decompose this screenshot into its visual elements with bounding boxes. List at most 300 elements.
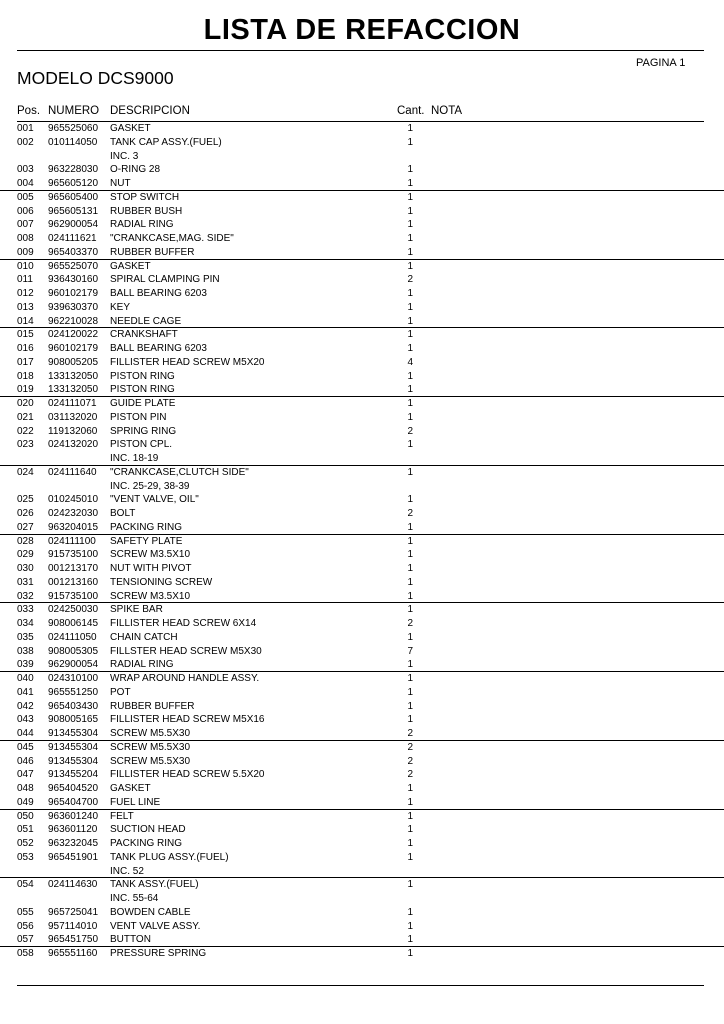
table-row (0, 465, 724, 480)
model-label: MODELO DCS9000 (17, 68, 174, 88)
table-row (0, 892, 724, 906)
row-number: 024114630 (48, 879, 98, 891)
table-row (0, 232, 724, 246)
row-pos: 003 (17, 164, 34, 176)
table-row (0, 438, 724, 452)
row-number: 960102179 (48, 288, 99, 299)
row-pos: 049 (17, 796, 34, 808)
row-pos: 048 (17, 783, 34, 794)
row-description: SPIRAL CLAMPING PIN (110, 274, 220, 286)
table-row (0, 493, 724, 507)
row-number: 962900054 (48, 659, 99, 671)
row-description: FILLSTER HEAD SCREW M5X30 (110, 645, 262, 657)
row-qty: 1 (407, 879, 413, 891)
row-qty: 1 (407, 631, 413, 643)
table-row (0, 755, 724, 769)
row-qty: 1 (407, 673, 413, 684)
row-qty: 1 (407, 810, 413, 822)
row-number: 963228030 (48, 164, 99, 176)
row-pos: 018 (17, 370, 34, 382)
row-description: PRESSURE SPRING (110, 948, 207, 959)
row-qty: 1 (407, 398, 413, 409)
row-qty: 1 (407, 191, 413, 203)
row-number: 133132050 (48, 370, 99, 382)
row-description: SCREW M5.5X30 (110, 728, 191, 739)
row-description: SCREW M3.5X10 (110, 590, 191, 602)
row-number: 965525060 (48, 123, 99, 134)
row-description: PACKING RING (110, 521, 183, 533)
row-description: BOWDEN CABLE (110, 906, 191, 918)
table-row (0, 259, 724, 274)
row-pos: 013 (17, 301, 34, 313)
row-description: FUEL LINE (110, 796, 161, 808)
row-description: FILLISTER HEAD SCREW M5X20 (110, 356, 265, 368)
row-description: "CRANKCASE,MAG. SIDE" (110, 233, 234, 244)
row-pos: 005 (17, 191, 34, 203)
table-row (0, 671, 724, 686)
row-qty: 1 (407, 288, 413, 299)
row-qty: 4 (407, 356, 413, 368)
row-number: 957114010 (48, 920, 98, 932)
row-number: 965525070 (48, 260, 99, 272)
row-qty: 1 (407, 466, 413, 478)
row-number: 963601240 (48, 810, 99, 822)
table-row (0, 342, 724, 356)
row-description: NEEDLE CAGE (110, 315, 182, 327)
row-pos: 009 (17, 246, 34, 258)
row-number: 024111100 (48, 535, 96, 547)
row-description: SCREW M3.5X10 (110, 549, 191, 561)
row-pos: 029 (17, 549, 34, 561)
row-qty: 1 (407, 549, 413, 561)
table-row (0, 177, 724, 191)
row-description: POT (110, 686, 131, 698)
row-pos: 015 (17, 329, 34, 341)
row-pos: 014 (17, 315, 34, 327)
row-pos: 051 (17, 824, 34, 836)
row-qty: 2 (407, 508, 413, 519)
title-rule (17, 50, 704, 51)
row-pos: 023 (17, 439, 34, 451)
row-pos: 043 (17, 714, 34, 726)
row-qty: 1 (407, 494, 413, 506)
row-description: SPIKE BAR (110, 604, 163, 616)
table-row (0, 617, 724, 631)
row-pos: 056 (17, 920, 34, 932)
row-description: RUBBER BUSH (110, 205, 183, 217)
row-description: SCREW M5.5X30 (110, 741, 191, 753)
row-pos: 008 (17, 233, 34, 244)
row-number: 962900054 (48, 219, 99, 231)
row-description: TENSIONING SCREW (110, 576, 213, 588)
row-number: 024120022 (48, 329, 99, 341)
row-number: 965725041 (48, 906, 99, 918)
row-pos: 035 (17, 631, 34, 643)
row-pos: 021 (17, 411, 34, 423)
row-pos: 034 (17, 618, 34, 629)
table-row (0, 163, 724, 177)
row-pos: 002 (17, 136, 34, 148)
row-description: CHAIN CATCH (110, 631, 178, 643)
row-description: TANK ASSY.(FUEL) (110, 879, 199, 891)
table-header (0, 105, 724, 121)
row-pos: 053 (17, 851, 34, 863)
row-description: PACKING RING (110, 838, 183, 849)
row-number: 908005205 (48, 356, 99, 368)
row-number: 913455304 (48, 741, 99, 753)
row-number: 024250030 (48, 604, 99, 616)
row-description: BALL BEARING 6203 (110, 343, 207, 354)
row-number: 119132060 (48, 425, 98, 437)
table-row (0, 782, 724, 796)
table-row (0, 602, 724, 617)
row-pos: 039 (17, 659, 34, 671)
table-row (0, 396, 724, 411)
row-number: 001213170 (48, 563, 99, 574)
table-row (0, 411, 724, 425)
row-qty: 1 (407, 301, 413, 313)
row-description: RUBBER BUFFER (110, 700, 195, 712)
row-number: 001213160 (48, 576, 99, 588)
table-row (0, 327, 724, 342)
row-number: 965404700 (48, 796, 99, 808)
row-pos: 055 (17, 906, 34, 918)
row-number: 024232030 (48, 508, 99, 519)
row-number: 965403430 (48, 700, 99, 712)
row-number: 962210028 (48, 315, 99, 327)
row-pos: 012 (17, 288, 34, 299)
document-title: LISTA DE REFACCION (203, 14, 521, 46)
parts-table (0, 122, 724, 961)
table-row (0, 590, 724, 604)
table-row (0, 150, 724, 164)
row-qty: 1 (407, 906, 413, 918)
row-pos: 044 (17, 728, 34, 739)
row-number: 936430160 (48, 274, 99, 286)
row-description: NUT (110, 178, 131, 189)
footer-rule (17, 985, 704, 986)
row-qty: 1 (407, 370, 413, 382)
row-pos: 007 (17, 219, 34, 231)
row-number: 965551160 (48, 948, 98, 959)
table-row (0, 645, 724, 659)
row-description: "VENT VALVE, OIL" (110, 494, 199, 506)
row-qty: 1 (407, 246, 413, 258)
row-number: 024310100 (48, 673, 99, 684)
row-pos: 042 (17, 700, 34, 712)
table-row (0, 273, 724, 287)
row-description: FILLISTER HEAD SCREW 6X14 (110, 618, 257, 629)
table-row (0, 700, 724, 714)
row-description: RADIAL RING (110, 219, 174, 231)
row-qty: 1 (407, 659, 413, 671)
row-qty: 2 (407, 618, 413, 629)
row-qty: 1 (407, 205, 413, 217)
row-description: RADIAL RING (110, 659, 174, 671)
row-number: 913455304 (48, 755, 99, 767)
row-pos: 054 (17, 879, 34, 891)
row-number: 024111621 (48, 233, 97, 244)
row-description: O-RING 28 (110, 164, 161, 176)
table-row (0, 713, 724, 727)
table-row (0, 933, 724, 947)
row-pos: 033 (17, 604, 34, 616)
row-qty: 1 (407, 233, 413, 244)
row-pos: 020 (17, 398, 34, 409)
row-description: TANK PLUG ASSY.(FUEL) (110, 851, 229, 863)
row-qty: 1 (407, 178, 413, 189)
row-pos: 057 (17, 934, 34, 946)
table-row (0, 740, 724, 755)
row-qty: 2 (407, 274, 413, 286)
row-description: INC. 18-19 (110, 453, 159, 464)
row-pos: 047 (17, 769, 34, 781)
table-row (0, 315, 724, 329)
table-row (0, 865, 724, 879)
row-pos: 019 (17, 384, 34, 396)
table-row (0, 356, 724, 370)
table-row (0, 768, 724, 782)
row-pos: 004 (17, 178, 34, 189)
row-number: 965451750 (48, 934, 99, 946)
row-pos: 050 (17, 810, 34, 822)
row-number: 939630370 (48, 301, 99, 313)
row-pos: 027 (17, 521, 34, 533)
row-description: PISTON RING (110, 370, 175, 382)
table-row (0, 562, 724, 576)
row-description: KEY (110, 301, 131, 313)
row-qty: 1 (407, 686, 413, 698)
row-qty: 1 (407, 439, 413, 451)
row-qty: 1 (407, 384, 413, 396)
row-pos: 024 (17, 466, 34, 478)
row-description: STOP SWITCH (110, 191, 180, 203)
row-number: 963204015 (48, 521, 99, 533)
row-qty: 2 (407, 425, 413, 437)
table-row (0, 906, 724, 920)
row-pos: 045 (17, 741, 34, 753)
row-number: 963232045 (48, 838, 99, 849)
table-row (0, 851, 724, 865)
table-row (0, 534, 724, 549)
row-number: 908005305 (48, 645, 99, 657)
row-qty: 1 (407, 590, 413, 602)
header-number: NUMERO (48, 105, 100, 117)
row-qty: 1 (407, 783, 413, 794)
table-row (0, 727, 724, 741)
row-qty: 1 (407, 343, 413, 354)
row-description: PISTON PIN (110, 411, 167, 423)
row-number: 024111640 (48, 466, 97, 478)
row-description: "CRANKCASE,CLUTCH SIDE" (110, 466, 249, 478)
row-description: GASKET (110, 783, 151, 794)
row-number: 010114050 (48, 136, 98, 148)
row-qty: 1 (407, 260, 413, 272)
row-pos: 038 (17, 645, 34, 657)
row-qty: 1 (407, 411, 413, 423)
row-description: SCREW M5.5X30 (110, 755, 191, 767)
row-pos: 058 (17, 948, 34, 959)
row-number: 024132020 (48, 439, 99, 451)
row-number: 031132020 (48, 411, 98, 423)
row-pos: 026 (17, 508, 34, 519)
row-number: 913455204 (48, 769, 99, 781)
row-number: 024111071 (48, 398, 97, 409)
table-row (0, 837, 724, 851)
row-number: 915735100 (48, 590, 99, 602)
row-number: 024111050 (48, 631, 97, 643)
row-number: 965605400 (48, 191, 99, 203)
table-row (0, 287, 724, 301)
row-qty: 2 (407, 755, 413, 767)
row-qty: 1 (407, 563, 413, 574)
table-row (0, 877, 724, 892)
row-description: INC. 3 (110, 150, 139, 162)
row-description: SUCTION HEAD (110, 824, 186, 836)
row-description: BOLT (110, 508, 136, 519)
table-row (0, 823, 724, 837)
row-qty: 1 (407, 123, 413, 134)
row-qty: 1 (407, 164, 413, 176)
row-description: INC. 52 (110, 865, 144, 877)
row-pos: 030 (17, 563, 34, 574)
row-pos: 040 (17, 673, 34, 684)
row-description: GUIDE PLATE (110, 398, 176, 409)
row-qty: 1 (407, 934, 413, 946)
header-description: DESCRIPCION (110, 105, 190, 117)
row-description: SAFETY PLATE (110, 535, 183, 547)
row-pos: 041 (17, 686, 34, 698)
row-number: 960102179 (48, 343, 99, 354)
table-row (0, 631, 724, 645)
row-number: 963601120 (48, 824, 98, 836)
row-number: 965451901 (48, 851, 99, 863)
row-qty: 1 (407, 535, 413, 547)
table-row (0, 246, 724, 260)
row-qty: 1 (407, 700, 413, 712)
table-row (0, 425, 724, 439)
row-description: SPRING RING (110, 425, 177, 437)
row-pos: 006 (17, 205, 34, 217)
header-note: NOTA (431, 105, 463, 117)
row-number: 908005165 (48, 714, 99, 726)
row-qty: 1 (407, 920, 413, 932)
row-pos: 031 (17, 576, 34, 588)
table-row (0, 658, 724, 672)
row-description: FILLISTER HEAD SCREW M5X16 (110, 714, 265, 726)
table-row (0, 576, 724, 590)
row-description: WRAP AROUND HANDLE ASSY. (110, 673, 260, 684)
row-pos: 010 (17, 260, 34, 272)
row-description: CRANKSHAFT (110, 329, 178, 341)
table-row (0, 920, 724, 934)
row-qty: 1 (407, 714, 413, 726)
table-row (0, 480, 724, 494)
header-qty: Cant. (397, 105, 425, 117)
row-qty: 1 (407, 796, 413, 808)
row-number: 133132050 (48, 384, 99, 396)
row-pos: 017 (17, 356, 34, 368)
row-description: PISTON RING (110, 384, 175, 396)
row-number: 915735100 (48, 549, 99, 561)
row-pos: 032 (17, 590, 34, 602)
row-pos: 025 (17, 494, 34, 506)
row-number: 010245010 (48, 494, 99, 506)
table-row (0, 136, 724, 150)
table-row (0, 507, 724, 521)
row-qty: 1 (407, 838, 413, 849)
row-qty: 1 (407, 604, 413, 616)
row-qty: 1 (407, 136, 413, 148)
row-pos: 028 (17, 535, 34, 547)
row-description: BUTTON (110, 934, 151, 946)
row-qty: 1 (407, 851, 413, 863)
table-row (0, 452, 724, 466)
row-pos: 022 (17, 425, 34, 437)
table-row (0, 809, 724, 824)
table-row (0, 796, 724, 810)
row-description: NUT WITH PIVOT (110, 563, 192, 574)
table-row (0, 122, 724, 136)
row-number: 965551250 (48, 686, 99, 698)
row-pos: 011 (17, 274, 33, 286)
row-qty: 2 (407, 741, 413, 753)
row-qty: 1 (407, 576, 413, 588)
row-qty: 1 (407, 521, 413, 533)
row-qty: 1 (407, 948, 413, 959)
table-row (0, 370, 724, 384)
row-description: INC. 55-64 (110, 893, 159, 904)
row-pos: 046 (17, 755, 34, 767)
row-qty: 2 (407, 728, 413, 739)
row-pos: 016 (17, 343, 34, 354)
row-description: RUBBER BUFFER (110, 246, 195, 258)
row-number: 965605120 (48, 178, 99, 189)
row-qty: 2 (407, 769, 413, 781)
row-pos: 001 (17, 123, 34, 134)
table-row (0, 190, 724, 205)
table-row (0, 218, 724, 232)
row-description: FILLISTER HEAD SCREW 5.5X20 (110, 769, 265, 781)
row-pos: 052 (17, 838, 34, 849)
row-description: FELT (110, 810, 134, 822)
row-number: 965404520 (48, 783, 99, 794)
page-number: PAGINA 1 (636, 57, 686, 69)
row-description: TANK CAP ASSY.(FUEL) (110, 136, 222, 148)
row-description: VENT VALVE ASSY. (110, 920, 201, 932)
row-description: BALL BEARING 6203 (110, 288, 207, 299)
row-qty: 1 (407, 315, 413, 327)
table-row (0, 946, 724, 961)
row-qty: 1 (407, 824, 413, 836)
row-number: 913455304 (48, 728, 99, 739)
row-description: GASKET (110, 260, 151, 272)
row-number: 908006145 (48, 618, 99, 629)
row-number: 965403370 (48, 246, 99, 258)
header-pos: Pos. (17, 105, 41, 117)
row-number: 965605131 (48, 205, 99, 217)
table-row (0, 686, 724, 700)
row-qty: 1 (407, 219, 413, 231)
table-row (0, 301, 724, 315)
table-row (0, 205, 724, 219)
table-row (0, 383, 724, 397)
row-description: PISTON CPL. (110, 439, 173, 451)
table-row (0, 521, 724, 535)
row-description: INC. 25-29, 38-39 (110, 480, 190, 492)
table-row (0, 548, 724, 562)
row-description: GASKET (110, 123, 151, 134)
